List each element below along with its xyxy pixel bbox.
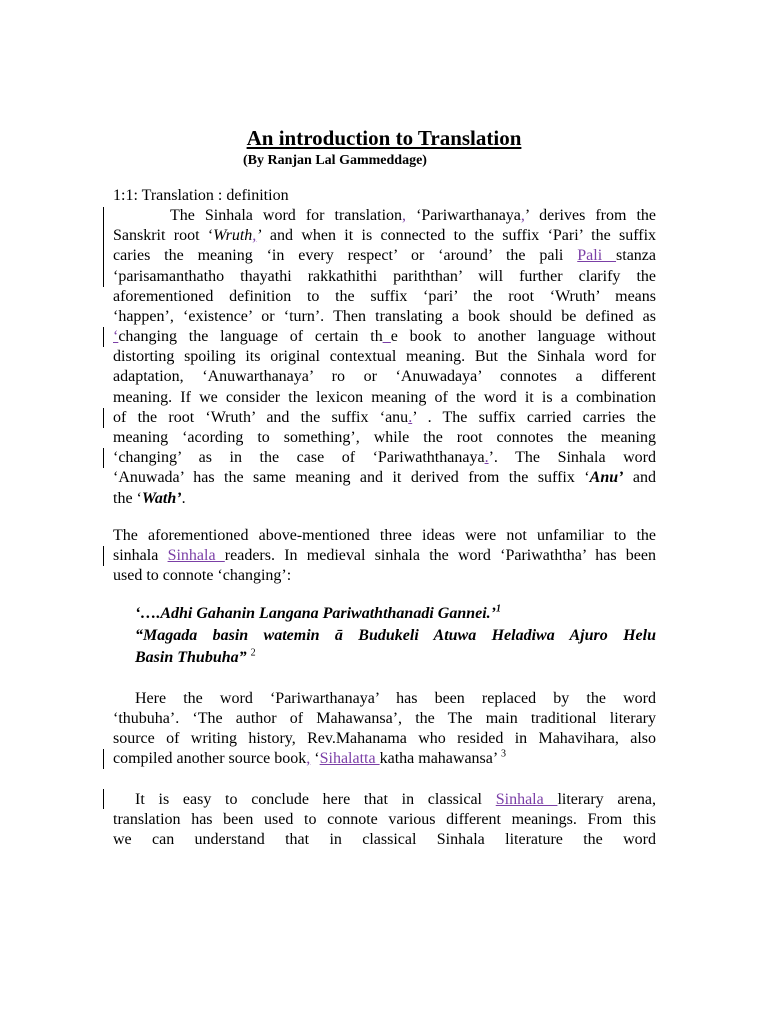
document-title: An introduction to Translation (246, 126, 522, 150)
paragraph-line: The Sinhala word for translation, ‘Pariwarthanaya,’ derives from the (170, 207, 656, 224)
author-byline: (By Ranjan Lal Gammeddage) (243, 153, 427, 168)
section-heading: 1:1: Translation : definition (113, 187, 289, 204)
paragraph-line: the ‘Wath’. (113, 490, 186, 507)
paragraph-line: sinhala Sinhala readers. In medieval sinhala the word ‘Pariwaththa’ has been (113, 547, 656, 564)
paragraph-line: adaptation, ‘Anuwarthanaya’ ro or ‘Anuwadaya’ connotes a different (113, 368, 656, 385)
quotation-2-line: Basin Thubuha” $^2$ (135, 647, 256, 666)
paragraph-line: ‘thubuha’. ‘The author of Mahawansa’, the The main traditional literary (113, 710, 656, 727)
paragraph-line: source of writing history, Rev.Mahanama who resided in Mahavihara, also (113, 730, 656, 747)
pali-link[interactable]: Pali (577, 247, 617, 264)
change-bar (103, 207, 104, 287)
paragraph-line: used to connote ‘changing’: (113, 567, 292, 584)
paragraph-line: caries the meaning ‘in every respect’ or ‘around’ the pali Pali stanza (113, 247, 657, 264)
change-bar (103, 408, 104, 428)
sihalatta-link[interactable]: Sihalatta (319, 750, 380, 767)
change-bar (103, 789, 104, 809)
quotation-2-line: “Magada basin watemin ā Budukeli Atuwa Heladiwa Ajuro Helu (135, 627, 656, 644)
paragraph-line: ‘parisamanthatho thayathi rakkathithi pariththan’ will further clarify the (113, 268, 656, 285)
change-bar (103, 546, 104, 566)
paragraph-line: It is easy to conclude here that in classical Sinhala literary arena, (135, 791, 657, 808)
paragraph-line: distorting spoiling its original contextual meaning. But the Sinhala word for (113, 348, 656, 365)
paragraph-line: translation has been used to connote various different meanings. From this (113, 811, 656, 828)
paragraph-line: Sanskrit root ‘Wruth,’ and when it is connected to the suffix ‘Pari’ the suffix (113, 227, 657, 244)
paragraph-line: ‘Anuwada’ has the same meaning and it derived from the suffix ‘Anu’ and (113, 469, 656, 486)
paragraph-line: compiled another source book, ‘Sihalatta katha mahawansa’ $^3$ (113, 748, 507, 767)
change-bar (103, 448, 104, 468)
paragraph-line: ‘changing the language of certain th_e book to another language without (113, 328, 656, 345)
paragraph-line: The aforementioned above-mentioned three ideas were not unfamiliar to the (113, 527, 656, 544)
paragraph-line: aforementioned definition to the suffix ‘pari’ the root ‘Wruth’ means (113, 288, 656, 305)
paragraph-line: meaning. If we consider the lexicon meaning of the word it is a combination (113, 389, 656, 406)
sinhala-link[interactable]: Sinhala (167, 547, 225, 564)
paragraph-line: ‘changing’ as in the case of ‘Pariwaththanaya.’. The Sinhala word (113, 449, 657, 466)
paragraph-line: meaning ‘acording to something’, while the root connotes the meaning (113, 429, 656, 446)
paragraph-line: we can understand that in classical Sinhala literature the word (113, 831, 656, 848)
change-bar (103, 327, 104, 347)
paragraph-line: Here the word ‘Pariwarthanaya’ has been replaced by the word (135, 690, 656, 707)
paragraph-line: of the root ‘Wruth’ and the suffix ‘anu.’ . The suffix carried carries the (113, 409, 657, 426)
sinhala-link[interactable]: Sinhala (495, 791, 558, 808)
paragraph-line: ‘happen’, ‘existence’ or ‘turn’. Then translating a book should be defined as (113, 308, 656, 325)
change-bar (103, 749, 104, 769)
quotation-1: ‘….Adhi Gahanin Langana Pariwaththanadi Gannei.’$^1$ (135, 603, 501, 622)
